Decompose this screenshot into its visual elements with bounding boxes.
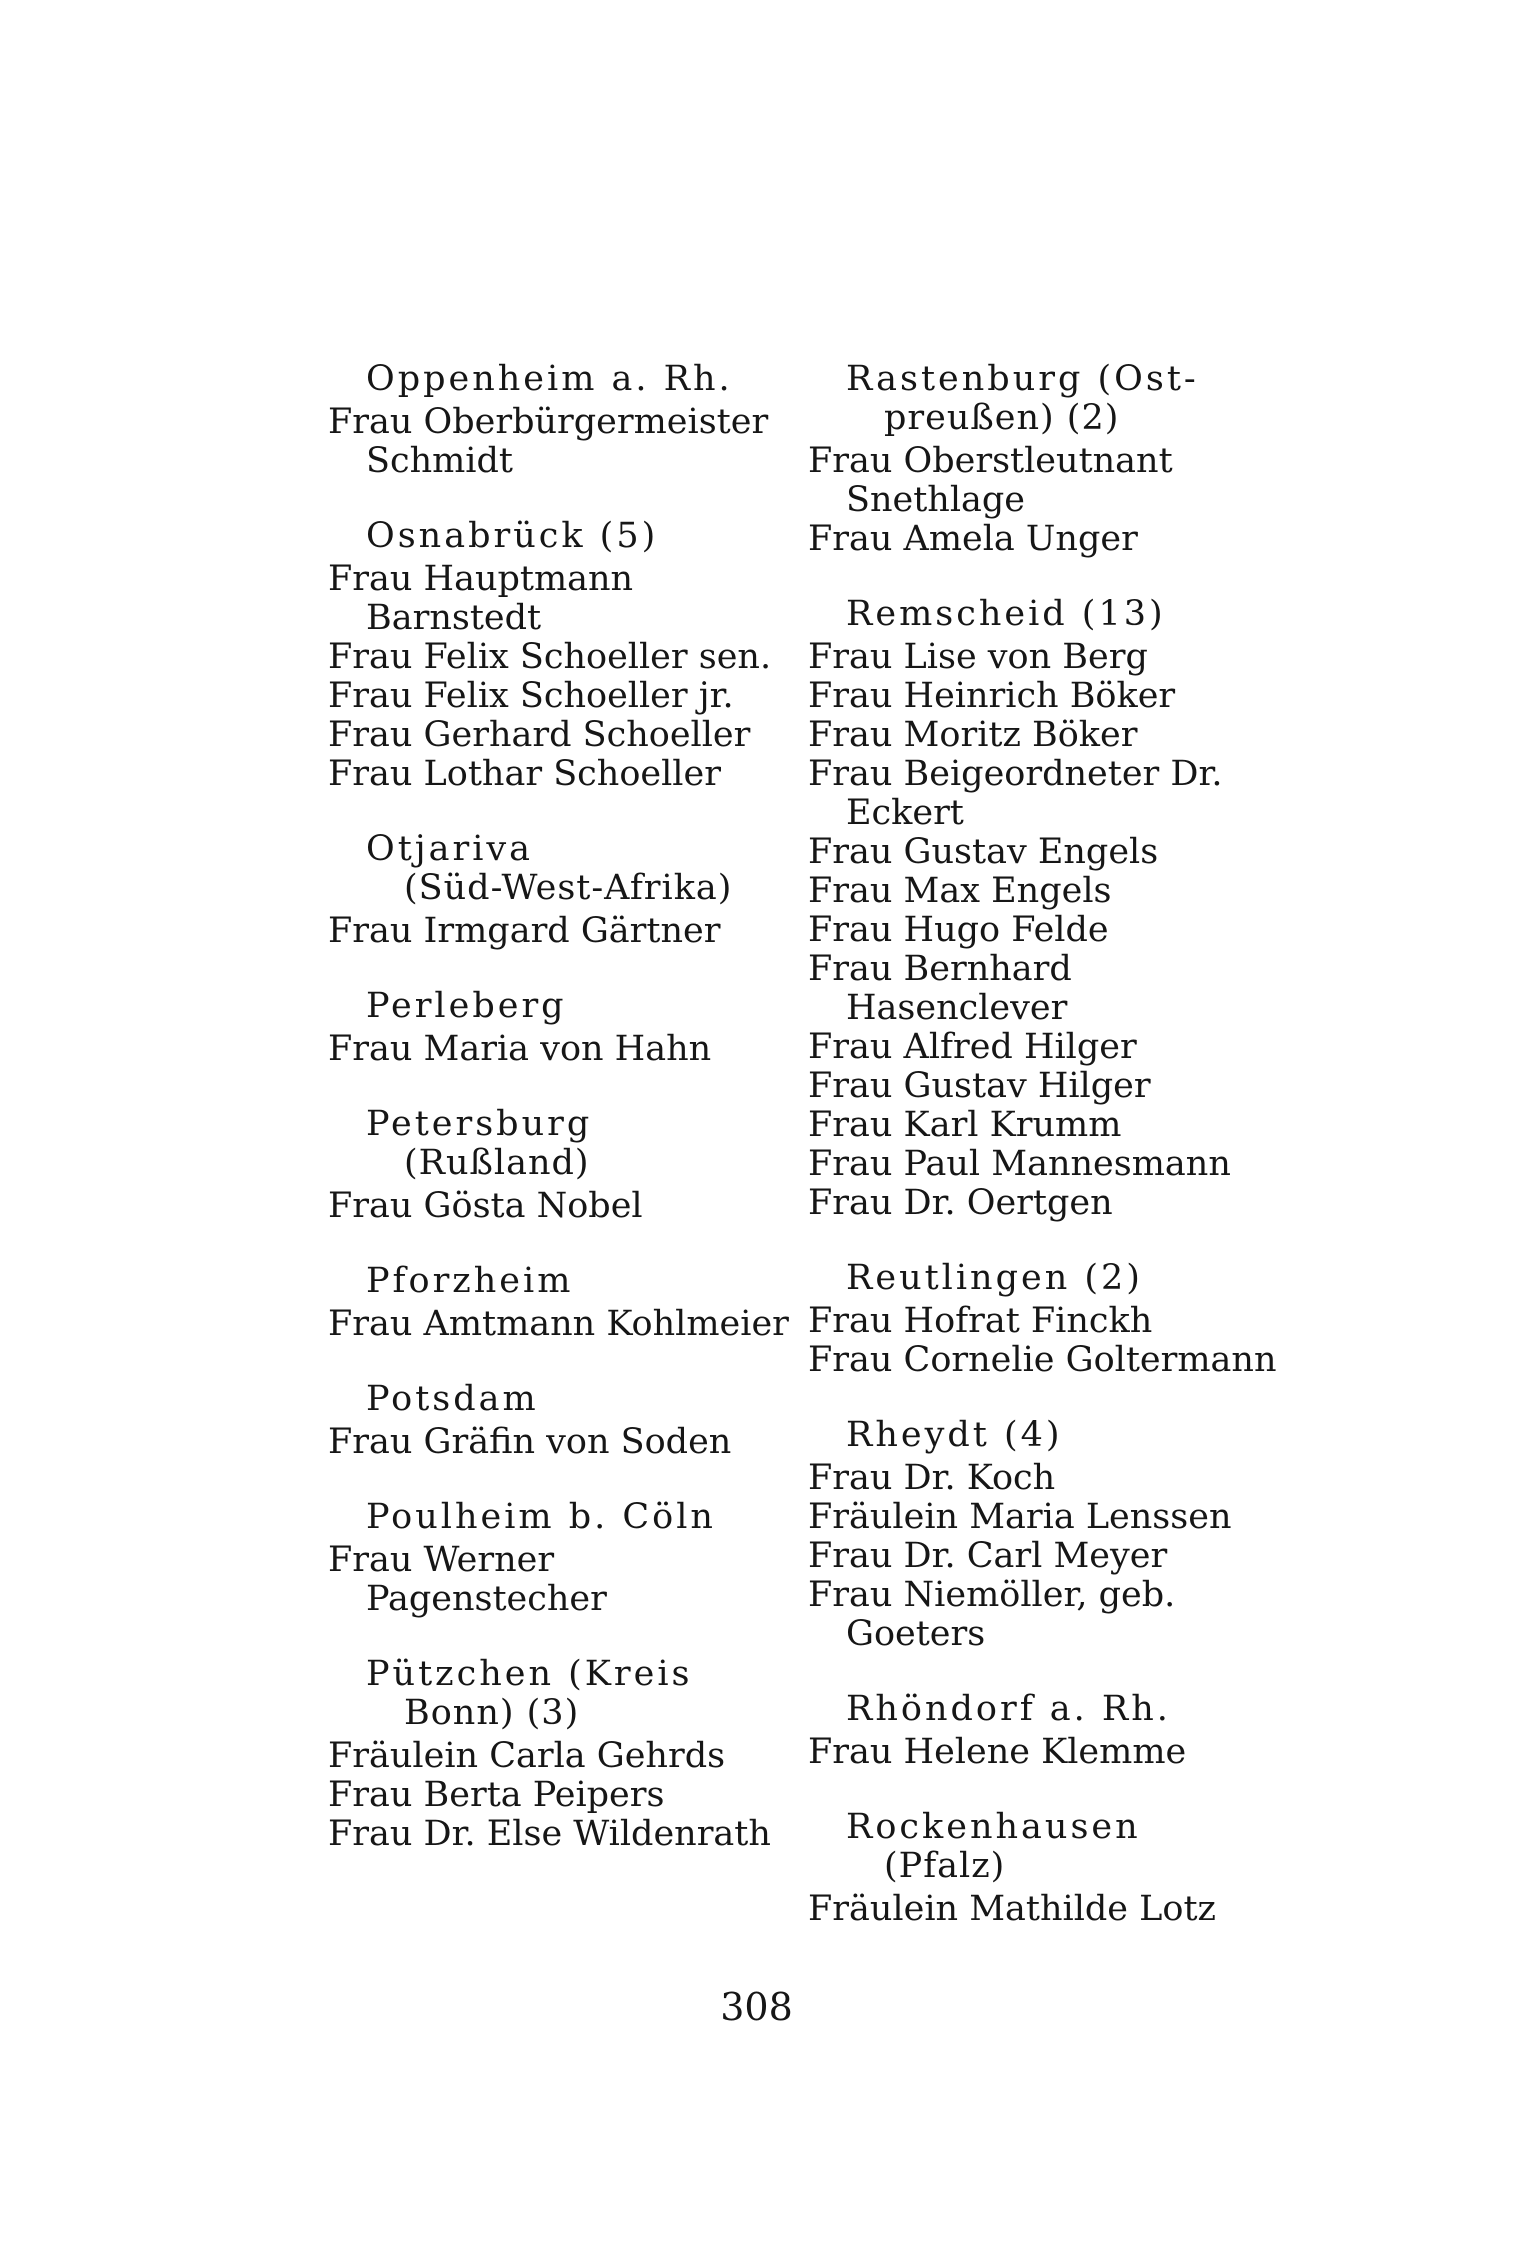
donor-entry: Frau Gustav Hilger: [808, 1066, 1151, 1106]
donor-entry: Frau Beigeordneter Dr. Eckert: [808, 754, 1223, 833]
place-heading: [328, 1380, 798, 1419]
place-name: Pützchen (Kreis: [366, 1654, 693, 1694]
donor-entry: Fräulein Maria Lenssen: [808, 1497, 1232, 1537]
place-heading: [328, 1498, 798, 1537]
donor-entry: Frau Amela Unger: [808, 519, 1138, 559]
donor-entry: Fräulein Carla Gehrds: [328, 1736, 726, 1776]
place-heading: [328, 1105, 798, 1183]
place-name: Rockenhausen: [846, 1807, 1141, 1847]
place-name-continuation: preußen) (2): [884, 398, 1120, 438]
place-name: Potsdam: [366, 1379, 539, 1419]
right-column: [808, 360, 1278, 1965]
donor-entry: Frau Gösta Nobel: [328, 1186, 643, 1226]
donor-entry: Frau Maria von Hahn: [328, 1029, 712, 1069]
donor-entry: Frau Helene Klemme: [808, 1732, 1187, 1772]
place-name: Oppenheim a. Rh.: [366, 359, 733, 399]
donor-entry: Frau Lise von Berg: [808, 637, 1148, 677]
place-section: [328, 1105, 798, 1226]
place-section: [328, 1655, 798, 1854]
place-name: Rheydt (4): [846, 1415, 1063, 1455]
place-heading: [328, 360, 798, 399]
donor-entry: Frau Dr. Carl Meyer: [808, 1536, 1168, 1576]
donor-entry: Frau Gerhard Schoeller: [328, 715, 751, 755]
place-heading: [328, 987, 798, 1026]
place-section: [808, 1259, 1278, 1380]
donor-entry: Frau Dr. Oertgen: [808, 1183, 1113, 1223]
place-heading: [328, 1262, 798, 1301]
place-name: Otjariva: [366, 829, 534, 869]
place-name: Rastenburg (Ost-: [846, 359, 1199, 399]
place-section: [328, 517, 798, 794]
place-section: [328, 1498, 798, 1619]
place-name: Remscheid (13): [846, 594, 1166, 634]
place-name: Rhöndorf a. Rh.: [846, 1689, 1171, 1729]
place-section: [328, 360, 798, 481]
donor-entry: Frau Niemöller, geb. Goeters: [808, 1575, 1176, 1654]
donor-entry: Frau Felix Schoeller sen.: [328, 637, 772, 677]
place-section: [808, 595, 1278, 1223]
place-heading: [808, 1690, 1278, 1729]
place-heading: [328, 830, 798, 908]
place-heading: [328, 1655, 798, 1733]
place-heading: [808, 1416, 1278, 1455]
donor-entry: Frau Gräfin von Soden: [328, 1422, 732, 1462]
place-heading: [808, 595, 1278, 634]
place-heading: [808, 360, 1278, 438]
place-section: [328, 830, 798, 951]
donor-entry: Frau Hugo Felde: [808, 910, 1109, 950]
place-name: Poulheim b. Cöln: [366, 1497, 716, 1537]
donor-entry: Frau Lothar Schoeller: [328, 754, 721, 794]
donor-entry: Frau Hofrat Finckh: [808, 1301, 1153, 1341]
donor-entry: Frau Felix Schoeller jr.: [328, 676, 734, 716]
place-name-continuation: (Rußland): [404, 1143, 590, 1183]
place-heading: [328, 517, 798, 556]
place-section: [808, 1808, 1278, 1929]
donor-entry: Frau Moritz Böker: [808, 715, 1138, 755]
donor-entry: Frau Werner Pagenstecher: [328, 1540, 607, 1619]
place-section: [808, 360, 1278, 559]
place-heading: [808, 1808, 1278, 1886]
place-name: Osnabrück (5): [366, 516, 659, 556]
donor-entry: Frau Heinrich Böker: [808, 676, 1176, 716]
place-section: [328, 1262, 798, 1344]
donor-entry: Frau Paul Mannesmann: [808, 1144, 1231, 1184]
donor-entry: Frau Cornelie Goltermann: [808, 1340, 1277, 1380]
page-number: 308: [720, 1985, 793, 2029]
donor-entry: Frau Amtmann Kohlmeier: [328, 1304, 789, 1344]
donor-entry: Frau Gustav Engels: [808, 832, 1159, 872]
place-name: Pforzheim: [366, 1261, 574, 1301]
place-name-continuation: (Pfalz): [884, 1846, 1006, 1886]
place-name: Perleberg: [366, 986, 567, 1026]
donor-entry: Frau Dr. Else Wildenrath: [328, 1814, 771, 1854]
place-name: Petersburg: [366, 1104, 593, 1144]
place-section: [328, 1380, 798, 1462]
place-name-continuation: (Süd-West-Afrika): [404, 868, 733, 908]
left-column: [328, 360, 798, 1890]
place-section: [808, 1690, 1278, 1772]
donor-entry: Frau Alfred Hilger: [808, 1027, 1137, 1067]
place-section: [808, 1416, 1278, 1654]
donor-entry: Frau Oberbürgermeister Schmidt: [328, 402, 769, 481]
place-name: Reutlingen (2): [846, 1258, 1143, 1298]
donor-entry: Frau Oberstleutnant Snethlage: [808, 441, 1173, 520]
place-heading: [808, 1259, 1278, 1298]
donor-entry: Fräulein Mathilde Lotz: [808, 1889, 1216, 1929]
donor-entry: Frau Hauptmann Barnstedt: [328, 559, 634, 638]
donor-entry: Frau Berta Peipers: [328, 1775, 665, 1815]
place-name-continuation: Bonn) (3): [404, 1693, 580, 1733]
donor-entry: Frau Bernhard Hasenclever: [808, 949, 1072, 1028]
donor-entry: Frau Dr. Koch: [808, 1458, 1056, 1498]
donor-entry: Frau Karl Krumm: [808, 1105, 1122, 1145]
donor-entry: Frau Max Engels: [808, 871, 1112, 911]
donor-entry: Frau Irmgard Gärtner: [328, 911, 721, 951]
place-section: [328, 987, 798, 1069]
